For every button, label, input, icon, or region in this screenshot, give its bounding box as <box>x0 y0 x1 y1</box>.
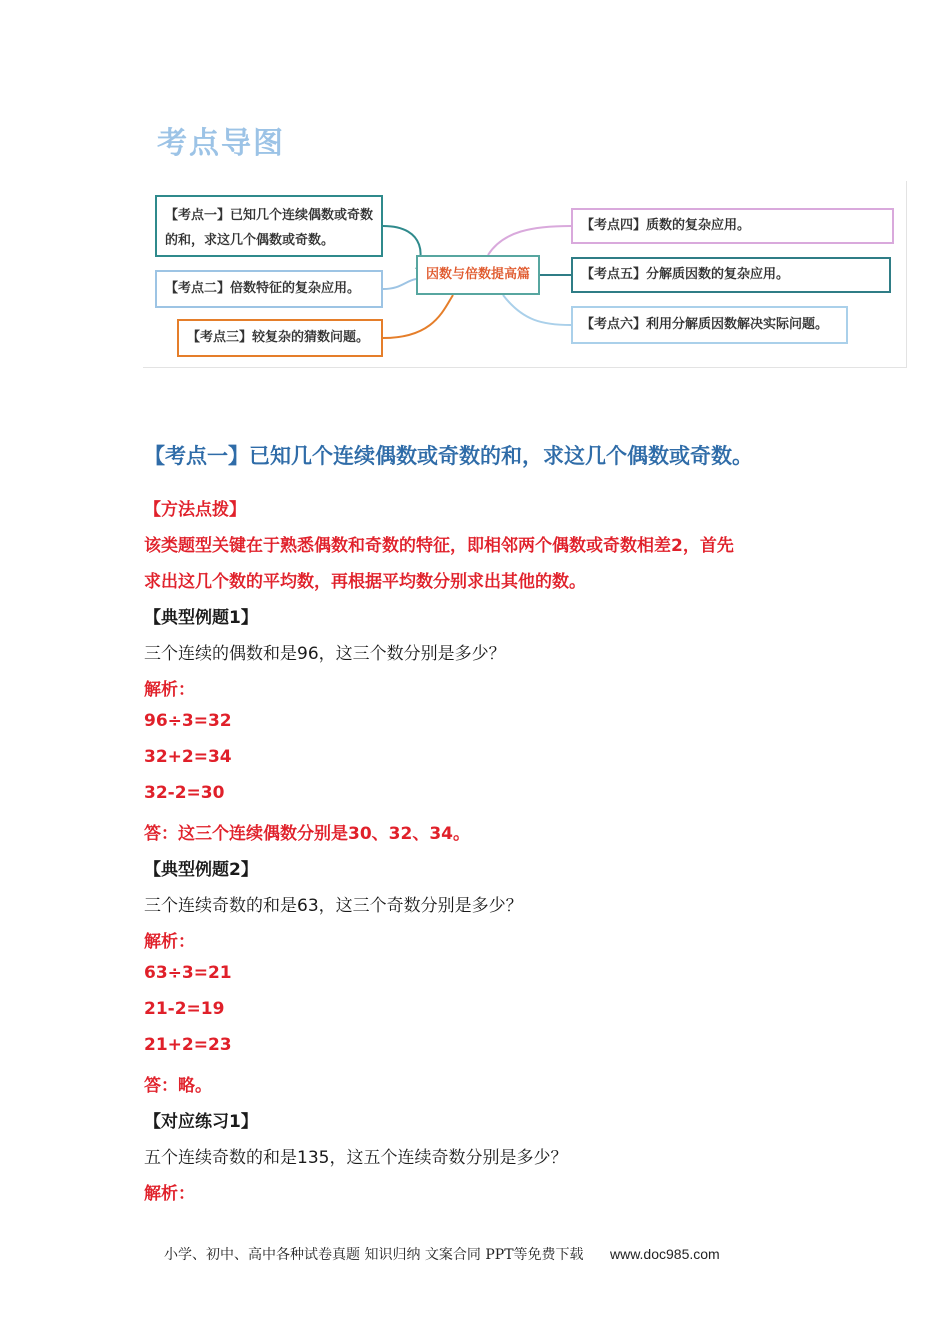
mindmap-node-3: 【考点三】较复杂的猜数问题。 <box>177 319 383 357</box>
example2-analysis-label: 解析： <box>144 932 195 952</box>
mindmap-node-5: 【考点五】分解质因数的复杂应用。 <box>571 257 891 293</box>
example2-step-3: 21+2=23 <box>144 1035 232 1055</box>
method-line-1: 该类题型关键在于熟悉偶数和奇数的特征，即相邻两个偶数或奇数相差2，首先 <box>144 536 734 556</box>
mindmap-node-6: 【考点六】利用分解质因数解决实际问题。 <box>571 306 848 344</box>
method-heading: 【方法点拨】 <box>144 500 246 520</box>
example1-analysis-label: 解析： <box>144 680 195 700</box>
example1-question: 三个连续的偶数和是96，这三个数分别是多少？ <box>144 644 506 664</box>
mindmap-node-2: 【考点二】倍数特征的复杂应用。 <box>155 270 383 308</box>
example2-heading: 【典型例题2】 <box>144 860 258 880</box>
connector-node2 <box>383 279 416 289</box>
mindmap-diagram <box>143 181 907 368</box>
example2-answer: 答：略。 <box>144 1076 212 1096</box>
mindmap-node-4: 【考点四】质数的复杂应用。 <box>571 208 894 244</box>
example1-step-2: 32+2=34 <box>144 747 232 767</box>
example2-question: 三个连续奇数的和是63，这三个奇数分别是多少？ <box>144 896 523 916</box>
example2-step-2: 21-2=19 <box>144 999 225 1019</box>
mindmap-title: 考点导图 <box>157 126 285 161</box>
connector-node3 <box>383 295 453 338</box>
practice1-question: 五个连续奇数的和是135，这五个连续奇数分别是多少？ <box>144 1148 568 1168</box>
mindmap-node-1: 【考点一】已知几个连续偶数或奇数的和，求这几个偶数或奇数。 <box>155 195 383 257</box>
practice1-heading: 【对应练习1】 <box>144 1112 258 1132</box>
footer-text: 小学、初中、高中各种试卷真题 知识归纳 文案合同 PPT等免费下载 <box>164 1247 584 1263</box>
connector-node6 <box>503 295 571 325</box>
example2-step-1: 63÷3=21 <box>144 963 232 983</box>
example1-heading: 【典型例题1】 <box>144 608 258 628</box>
practice1-analysis-label: 解析： <box>144 1184 195 1204</box>
example1-step-1: 96÷3=32 <box>144 711 232 731</box>
example1-step-3: 32-2=30 <box>144 783 225 803</box>
connector-node4 <box>488 226 571 255</box>
page-footer <box>164 1244 720 1264</box>
footer-url-link[interactable]: www.doc985.com <box>609 1246 720 1262</box>
example1-answer: 答：这三个连续偶数分别是30、32、34。 <box>144 824 470 844</box>
mindmap-center-node: 因数与倍数提高篇 <box>416 255 540 295</box>
connector-node1 <box>383 226 421 269</box>
section-title: 【考点一】已知几个连续偶数或奇数的和，求这几个偶数或奇数。 <box>144 444 753 468</box>
method-line-2: 求出这几个数的平均数，再根据平均数分别求出其他的数。 <box>144 572 586 592</box>
